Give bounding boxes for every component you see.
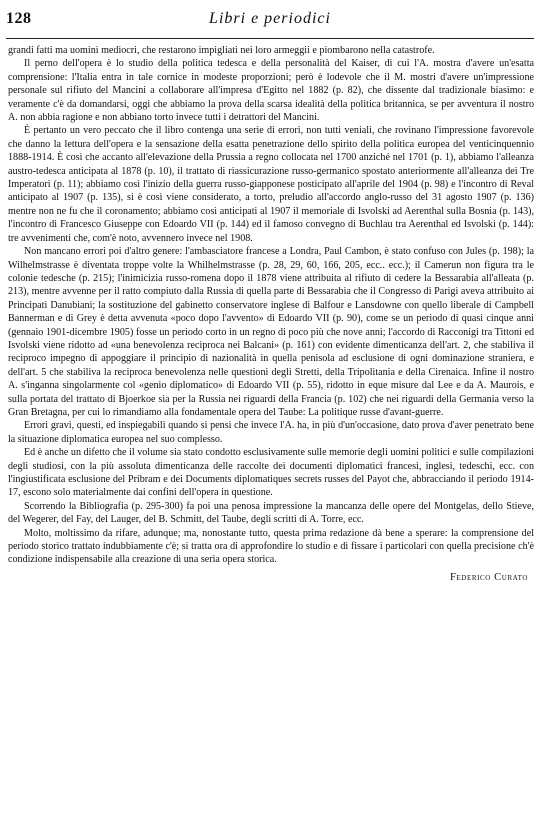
paragraph: È pertanto un vero peccato che il libro contenga una serie di errori, non tutti veniali, che rovinano l'impressione favorevole che danno la lettura dell'opera e la sensazione della esatta penetrazione dello spirito della politica europea del venticinquennio 1888-1914. È così che accanto all'elevazione della Prussia a regno collocata nel 1700 anziché nel 1701 (p. 1), abbiamo l'alleanza austro-tedesca anticipata al 1878 (p. 10), il trattato di riassicurazione russo-germanico spostato anteriormente all'alleanza dei Tre Imperatori (p. 11); abbiamo così l'inizio della guerra russo-giapponese posticipato all'aprile del 1904 (p. 98) e l'incontro di Reval anticipato al 1907 (p. 135), si è così viene considerato, a torto, preludio all'accordo anglo-russo del 31 agosto 1907 (p. 136) mentre non ne fu che il coronamento; abbiamo così anticipati al 1907 il memoriale di Isvolski ad Aerenthal sulla Bosnia (p. 143), l'incontro di Francesco Giuseppe con Edoardo VII (p. 144) ed il famoso convegno di Buchlau tra Aerenthal ed Isvolski (p. 144): tre avvenimenti che, com'è noto, avvennero invece nel 1908.: [8, 125, 534, 244]
page-number: 128: [6, 10, 32, 27]
paragraph: grandi fatti ma uomini mediocri, che restarono impigliati nei loro armeggii e piombarono nella catastrofe.: [8, 45, 435, 56]
header-rule: [6, 38, 534, 39]
paragraph: Ed è anche un difetto che il volume sia stato condotto esclusivamente sulle memorie degli uomini politici e sulle compilazioni degli studiosi, con la più assoluta dimenticanza delle raccolte dei documenti diplomatici francesi, inglesi, tedeschi, ecc. con l'ingiustificata esclusione del Pribram e dei Documents diplomatiques secrets russes del Payot che, abbracciando il periodo 1914-17, escono solo materialmente dai confini dell'opera in questione.: [8, 447, 534, 499]
paragraph: Scorrendo la Bibliografia (p. 295-300) fa poi una penosa impressione la mancanza delle opere del Montgelas, dello Stieve, del Wegerer, del Fay, del Lauger, del B. Schmitt, del Taube, degli scritti di A. Torre, ecc.: [8, 500, 534, 526]
paragraph: Molto, moltissimo da rifare, adunque; ma, nonostante tutto, questa prima redazione dà bene a sperare: la comprensione del periodo storico trattato indubbiamente c'è; si tratta ora di approfondire lo studio e di fissare i particolari con quella precisione ch'è condizione indispensabile alla creazione di una seria opera storica.: [8, 527, 534, 566]
page-header: [6, 10, 534, 36]
author-signature: Federico Curato: [449, 571, 528, 583]
review-body: [8, 44, 534, 584]
running-head: Libri e periodici: [209, 10, 331, 27]
paragraph: Non mancano errori poi d'altro genere: l'ambasciatore francese a Londra, Paul Cambon, è stato confuso con Jules (p. 198); la Wilhelmstrasse è diventata troppe volte la Whilhelmstrasse (p. 28, 29, 60, 166, 205, ecc.. ecc.); il Camerun non figura tra le colonie tedesche (p. 215); l'inimicizia russo-romena dopo il 1878 viene attribuita al rifiuto di cedere la Bessarabia all'alleata (p. 213), mentre avvenne per il ratto compiuto dalla Russia di quella parte di Bessarabia che il Congresso di Parigi aveva attribuito ai Principati Danubiani; la sostituzione del gabinetto conservatore inglese di Balfour e Lansdowne con quello liberale di Campbell Bannerman e di Grey è detta avvenuta «poco dopo l'avvento» di Edoardo VII (p. 90), come se un periodo di quasi cinque anni (gennaio 1901-dicembre 1905) fosse un periodo corto in un regno di poco più che nove anni; l'accordo di Racconigi tra Tittoni ed Isvolski viene ridotto ad «una benevolenza reciproca nei Balcani» (p. 161) con evidente dimenticanza dell'art. 2, che stabiliva il reciproco impegno di appoggiare il principio di nazionalità in quella penisola ad esclusione di ogni dominazione straniera, e dell'art. 5 che stabiliva la reciproca benevolenza nelle questioni degli Stretti, della Tripolitania e della Cirenaica. Infine il nostro A. s'inganna singolarmente col «genio diplomatico» di Edoardo VII (p. 55), ridotto in eque misure dal Lee e da A. Maurois, e sulla portata del trattato di Bjoerkoe sia per la Russia nei riguardi della Francia (p. 102) che nei riguardi della Germania verso la Gran Bretagna, per cui lo rimandiamo alla fondamentale opera del Taube: La politique russe d'avant-guerre.: [8, 246, 534, 418]
paragraph: Errori gravi, questi, ed inspiegabili quando si pensi che invece l'A. ha, in più d'un'occasione, dato prova d'aver penetrato bene la situazione diplomatica europea nel suo complesso.: [8, 420, 534, 445]
paragraph: Il perno dell'opera è lo studio della politica tedesca e della personalità del Kaiser, di cui l'A. mostra d'avere un'esatta comprensione: l'Italia entra in tale cornice in modeste proporzioni; però è lodevole che il M. mostri d'avere un'impressione personale sul rifiuto del Mancini a collaborare all'impresa d'Egitto nel 1882 (p. 82), che dissente dal tradizionale biasimo: e veramente c'è da domandarsi, oggi che abbiamo la prova della scarsa idealità della politica britannica, se per avventura il nostro A. non abbia ragione e non abbiano torto invece tutti i detrattori del Mancini.: [8, 58, 534, 124]
